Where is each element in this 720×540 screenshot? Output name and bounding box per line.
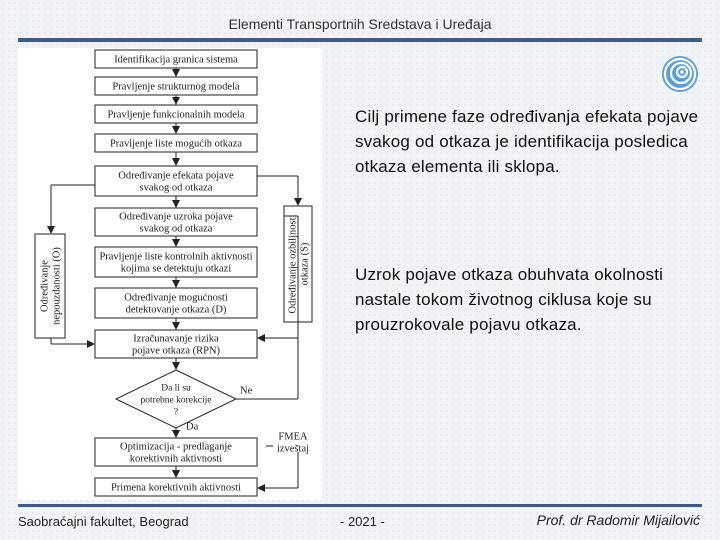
optimization-label: Optimizacija - predlaganje korektivnih aktivnosti bbox=[120, 441, 232, 465]
side-label-occurrence: Određivanjenepouzdanosti (O) bbox=[39, 247, 63, 325]
header-divider bbox=[18, 38, 702, 42]
flow-step-label: Određivanje mogućnosti detektovanje otkaza (D) bbox=[124, 292, 228, 316]
fmea-flowchart bbox=[18, 48, 322, 500]
flow-step-label: Pravljenje liste mogućih otkaza bbox=[109, 138, 243, 150]
footer-year: - 2021 - bbox=[340, 514, 385, 529]
flow-step-label: Određivanje efekata pojave svakog od otkaza bbox=[118, 170, 234, 194]
decision-label: Da li su potrebne korekcije ? bbox=[140, 383, 212, 418]
flow-step-label: Identifikacija granica sistema bbox=[114, 54, 238, 66]
flow-step-label: Izračunavanje rizika pojave otkaza (RPN) bbox=[131, 333, 221, 357]
footer-divider bbox=[18, 504, 702, 507]
flow-step-label: Pravljenje funkcionalnih modela bbox=[107, 109, 245, 121]
paragraph-cause: Uzrok pojave otkaza obuhvata okolnosti nastale tokom životnog ciklusa koje su prouzrokovale pojavu otkaza. bbox=[355, 265, 664, 334]
final-step-label: Primena korektivnih aktivnosti bbox=[110, 482, 242, 494]
footer-author: Prof. dr Radomir Mijailović bbox=[536, 512, 700, 528]
branch-yes-label: Da bbox=[186, 421, 199, 433]
flow-step-label: Pravljenje strukturnog modela bbox=[112, 81, 240, 93]
flow-step-label: Pravljenje liste kontrolnih aktivnosti kojima se detektuju otkazi bbox=[99, 251, 253, 275]
flowchart-canvas bbox=[18, 48, 322, 500]
fmea-report-label: FMEA izveštaj bbox=[276, 431, 310, 455]
spiral-logo-icon bbox=[660, 54, 700, 94]
slide-title: Elementi Transportnih Sredstava i Uređaja bbox=[228, 16, 492, 32]
paragraph-goal: Cilj primene faze određivanja efekata pojave svakog od otkaza je identifikacija posledica otkaza elementa ili sklopa. bbox=[355, 107, 699, 176]
footer-institution: Saobraćajni fakultet, Beograd bbox=[18, 514, 189, 529]
branch-no-label: Ne bbox=[240, 385, 253, 397]
side-label-severity: Određivanje ozbiljnostiotkaza (S) bbox=[287, 214, 311, 314]
flow-step-label: Određivanje uzroka pojave svakog od otkaza bbox=[119, 211, 233, 235]
